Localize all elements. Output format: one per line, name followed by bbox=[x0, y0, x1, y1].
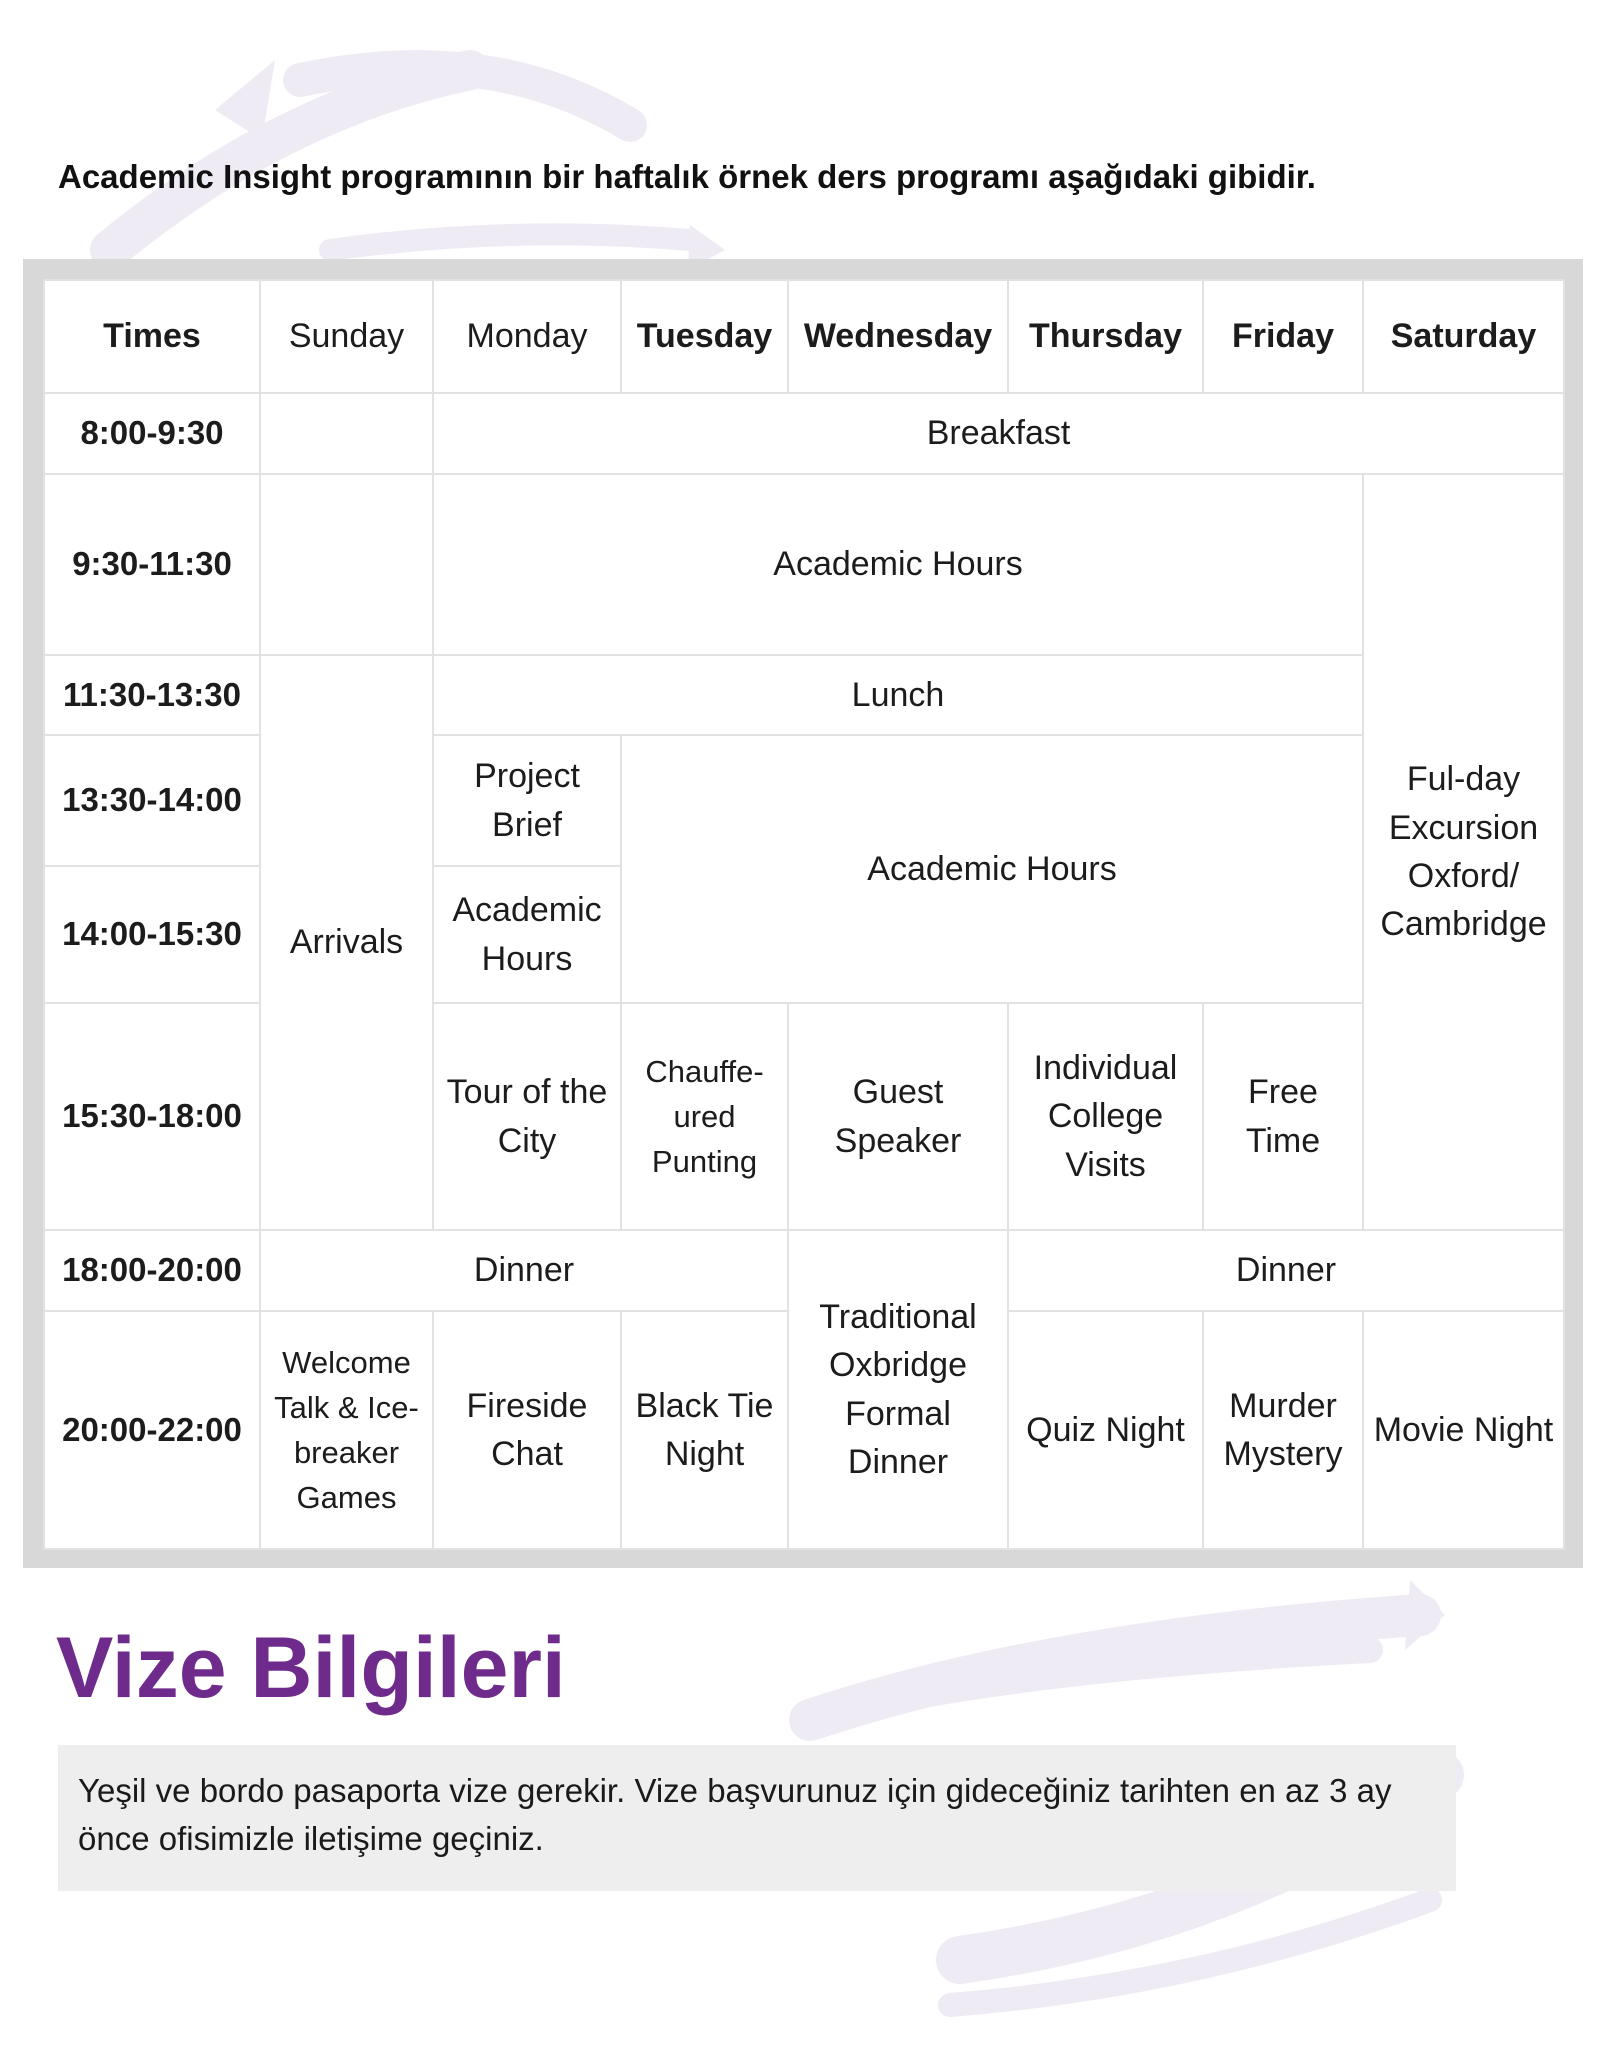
fireside-chat-cell: Fireside Chat bbox=[433, 1311, 621, 1549]
free-time-cell: Free Time bbox=[1203, 1003, 1363, 1230]
chauffeured-punting-cell: Chauffe- ured Punting bbox=[621, 1003, 788, 1230]
time-cell: 14:00-15:30 bbox=[44, 866, 260, 1003]
time-cell: 20:00-22:00 bbox=[44, 1311, 260, 1549]
header-saturday: Saturday bbox=[1363, 280, 1564, 393]
dinner-left-cell: Dinner bbox=[260, 1230, 788, 1311]
breakfast-cell: Breakfast bbox=[433, 393, 1564, 474]
time-cell: 13:30-14:00 bbox=[44, 735, 260, 866]
project-brief-cell: Project Brief bbox=[433, 735, 621, 866]
welcome-talk-cell: Welcome Talk & Ice- breaker Games bbox=[260, 1311, 433, 1549]
arrivals-cell: Arrivals bbox=[260, 655, 433, 1230]
visa-section-title: Vize Bilgileri bbox=[56, 1620, 566, 1716]
header-sunday: Sunday bbox=[260, 280, 433, 393]
murder-mystery-cell: Murder Mystery bbox=[1203, 1311, 1363, 1549]
time-cell: 15:30-18:00 bbox=[44, 1003, 260, 1230]
time-cell: 11:30-13:30 bbox=[44, 655, 260, 735]
guest-speaker-cell: Guest Speaker bbox=[788, 1003, 1008, 1230]
dinner-right-cell: Dinner bbox=[1008, 1230, 1564, 1311]
movie-night-cell: Movie Night bbox=[1363, 1311, 1564, 1549]
header-row bbox=[44, 280, 1564, 393]
saturday-excursion-cell: Ful-day Excursion Oxford/ Cambridge bbox=[1363, 474, 1564, 1230]
intro-text: Academic Insight programının bir haftalık örnek ders programı aşağıdaki gibidir. bbox=[58, 158, 1316, 195]
row-0800 bbox=[44, 393, 1564, 474]
header-monday: Monday bbox=[433, 280, 621, 393]
header-friday: Friday bbox=[1203, 280, 1363, 393]
header-tuesday: Tuesday bbox=[621, 280, 788, 393]
visa-info-box bbox=[58, 1745, 1456, 1891]
time-cell: 18:00-20:00 bbox=[44, 1230, 260, 1311]
black-tie-night-cell: Black Tie Night bbox=[621, 1311, 788, 1549]
header-wednesday: Wednesday bbox=[788, 280, 1008, 393]
row-0930 bbox=[44, 474, 1564, 655]
quiz-night-cell: Quiz Night bbox=[1008, 1311, 1203, 1549]
header-times: Times bbox=[44, 280, 260, 393]
tour-of-city-cell: Tour of the City bbox=[433, 1003, 621, 1230]
row-1130 bbox=[44, 655, 1564, 735]
weekly-schedule-table bbox=[43, 279, 1565, 1550]
row-1800 bbox=[44, 1230, 1564, 1311]
time-cell: 8:00-9:30 bbox=[44, 393, 260, 474]
empty-cell-sunday-breakfast bbox=[260, 393, 433, 474]
lunch-cell: Lunch bbox=[433, 655, 1363, 735]
empty-cell-sunday-morning bbox=[260, 474, 433, 655]
visa-info-text: Yeşil ve bordo pasaporta vize gerekir. Vize başvurunuz için gideceğiniz tarihten en az 3 ay önce ofisimizle iletişime geçiniz. bbox=[78, 1772, 1392, 1857]
schedule-table-frame bbox=[23, 259, 1583, 1568]
academic-hours-morning-cell: Academic Hours bbox=[433, 474, 1363, 655]
college-visits-cell: Individual College Visits bbox=[1008, 1003, 1203, 1230]
formal-dinner-cell: Traditional Oxbridge Formal Dinner bbox=[788, 1230, 1008, 1549]
academic-hours-afternoon-cell: Academic Hours bbox=[621, 735, 1363, 1003]
monday-academic-hours-cell: Academic Hours bbox=[433, 866, 621, 1003]
header-thursday: Thursday bbox=[1008, 280, 1203, 393]
time-cell: 9:30-11:30 bbox=[44, 474, 260, 655]
